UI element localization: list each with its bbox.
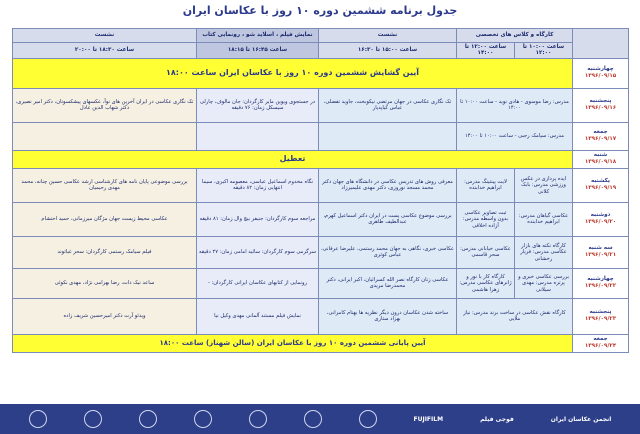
film-cell bbox=[197, 122, 319, 150]
closing-banner: آیین پایانی ششمین دوره ۱۰ روز با عکاسان ایران (سالن شهناز) ساعت ۱۸:۰۰ bbox=[13, 334, 573, 352]
day-row bbox=[13, 268, 629, 298]
page-title: جدول برنامه ششمین دوره ۱۰ روز با عکاسان ایران bbox=[182, 4, 458, 17]
day-date: ۱۳۹۶/۰۹/۲۳ bbox=[584, 316, 617, 323]
session-cell bbox=[319, 122, 457, 150]
workshop-header: کارگاه و کلاس های تخصصی bbox=[457, 29, 573, 43]
fujifilm-logo: FUJIFILM bbox=[413, 415, 444, 423]
day-row bbox=[13, 202, 629, 236]
film-cell: نگاه مخدوم اسماعیل عباسی، معصومه اکبری، سیما انتهایی زمان: ۸۲ دقیقه bbox=[197, 168, 319, 202]
time-4: ساعت ۱۶:۴۵ تا ۱۸:۱۵ bbox=[197, 43, 319, 59]
workshop-cell: عکاسی گیاهان مدرس: ابراهیم خدابنده bbox=[515, 202, 573, 236]
session-cell: بررسی موضوع عکاسی پست در ایران دکتر اسماعیل کهرم، عبدالطیف طاهری bbox=[319, 202, 457, 236]
workshop-cell: عکاسی خیابانی مدرس: سحر قاسمی bbox=[457, 236, 515, 268]
day-name: چهارشنبه bbox=[587, 66, 614, 73]
time-2: ساعت ۱۲:۰۰ تا ۱۴:۰۰ bbox=[457, 43, 515, 59]
day-cell bbox=[573, 236, 629, 268]
day-date: ۱۳۹۶/۰۹/۲۱ bbox=[584, 252, 617, 259]
day-row bbox=[13, 150, 629, 168]
day-row bbox=[13, 168, 629, 202]
workshop-cell: بررسی عکاسی خبری و پرتره مدرس: مهدی سیلانی bbox=[515, 268, 573, 298]
workshop-cell: لایت پینتینگ مدرس: ابراهیم خدابنده bbox=[457, 168, 515, 202]
day-header bbox=[573, 29, 629, 59]
fujifilm-sub: فوجی فیلم bbox=[480, 415, 514, 423]
day-name: دوشنبه bbox=[590, 212, 611, 219]
sponsor-logo-4 bbox=[194, 410, 212, 428]
sponsor-logo-5 bbox=[249, 410, 267, 428]
session-cell: معرفی روش های تدریس عکاسی در دانشگاه های جهان دکتر محمد مسجد نوروزی، دکتر مهدی علیمیرزاد bbox=[319, 168, 457, 202]
day-cell bbox=[573, 268, 629, 298]
day-name: شنبه bbox=[593, 152, 608, 159]
day-cell bbox=[573, 298, 629, 334]
session-cell: عکاسی خبری، نگاهی به جهان محمد رستمی، علیرضا عرفانی، عباس کوثری bbox=[319, 236, 457, 268]
day-row bbox=[13, 88, 629, 122]
time-3: ساعت ۱۵:۰۰ تا ۱۶:۳۰ bbox=[319, 43, 457, 59]
time-1: ساعت ۱۰:۰۰ تا ۱۲:۰۰ bbox=[515, 43, 573, 59]
workshop-cell: مدرس: رضا موسوی - هادی نوید - ساعت ۱۰:۰۰ تا ۱۴:۰۰ bbox=[457, 88, 573, 122]
sponsor-logo-2 bbox=[84, 410, 102, 428]
day-cell bbox=[573, 122, 629, 150]
holiday-banner: تعطیل bbox=[13, 150, 573, 168]
session-cell: ساعد نیک ذات، رضا بهرامی نژاد، مهدی نکوئی bbox=[13, 268, 197, 298]
day-name: جمعه bbox=[593, 129, 608, 136]
sponsor-logo-7 bbox=[359, 410, 377, 428]
schedule-table bbox=[12, 28, 629, 353]
workshop-cell: کارگاه نکته های بازار عکاسی مدرس: فریار رخشانی bbox=[515, 236, 573, 268]
film-cell: مراجعه سوم کارگردان: جنیفر بیچ وال زمان: ۸۱ دقیقه bbox=[197, 202, 319, 236]
day-date: ۱۳۹۶/۰۹/۲۰ bbox=[584, 219, 617, 226]
day-date: ۱۳۹۶/۰۹/۱۹ bbox=[584, 185, 617, 192]
day-date: ۱۳۹۶/۰۹/۱۷ bbox=[584, 136, 617, 143]
workshop-cell: کارگاه کار با نور و ژانرهای عکاسی مدرس: زهرا هاشمی bbox=[457, 268, 515, 298]
day-name: یکشنبه bbox=[591, 178, 611, 185]
film-cell: نمایش فیلم مستند آلمانی مهدی وکیل نیا bbox=[197, 298, 319, 334]
day-row bbox=[13, 58, 629, 88]
session-cell: فیلم سیامک رستمی کارگردان: سحر غیاثوند bbox=[13, 236, 197, 268]
day-date: ۱۳۹۶/۰۹/۲۲ bbox=[584, 283, 617, 290]
session-cell: تک نگاری عکاسی در جهان مرتضی نیکوبخت، جاوید تفضلی، عباس کیاپدیار bbox=[319, 88, 457, 122]
day-cell bbox=[573, 334, 629, 352]
day-name: جمعه bbox=[593, 336, 608, 343]
day-name: پنجشنبه bbox=[589, 98, 612, 105]
session-cell: ساخته شدن عکاسان درون دیگر نظریه ها بهنام کامرانی، بهزاد ستاری bbox=[319, 298, 457, 334]
workshop-cell: کارگاه نقش عکاسی در ساخت برند مدرس: نیاز ملایی bbox=[457, 298, 573, 334]
day-cell bbox=[573, 150, 629, 168]
film-cell: رونمایی از کتابهای عکاسان ایرانی کارگردان: - bbox=[197, 268, 319, 298]
time-5: ساعت ۱۸:۳۰ تا ۲۰:۰۰ bbox=[13, 43, 197, 59]
day-cell bbox=[573, 58, 629, 88]
day-row bbox=[13, 236, 629, 268]
day-name: سه شنبه bbox=[588, 245, 613, 252]
session-cell: عکاسی محیط زیست جهان مژگان میرزمانی، حمید احتشام bbox=[13, 202, 197, 236]
day-row bbox=[13, 334, 629, 352]
session-cell: تک نگاری عکاسی در ایران آخرین های نوآ، عکسهای پیشکسوتان، دکتر امیر نصیری، دکتر شهاب الدین عادل bbox=[13, 88, 197, 122]
film-cell: در جستجوی ویوین مایر کارگردان: جان مالوف، چارلی سیسکل زمان: ۷۶ دقیقه bbox=[197, 88, 319, 122]
session-cell bbox=[13, 122, 197, 150]
association-logo: انجمن عکاسان ایران bbox=[550, 415, 612, 423]
day-name: چهارشنبه bbox=[587, 276, 614, 283]
opening-banner: آیین گشایش ششمین دوره ۱۰ روز با عکاسان ایران ساعت ۱۸:۰۰ bbox=[13, 58, 573, 88]
workshop-cell: مدرس: سیامک رجبی - ساعت ۱۰:۰۰ تا ۱۴:۰۰ bbox=[457, 122, 573, 150]
day-date: ۱۳۹۶/۰۹/۱۸ bbox=[584, 159, 617, 166]
day-cell bbox=[573, 88, 629, 122]
day-date: ۱۳۹۶/۰۹/۲۴ bbox=[584, 343, 617, 350]
session-header: نشست bbox=[319, 29, 457, 43]
day-row bbox=[13, 122, 629, 150]
film-cell: سرگرمی سوم کارگردان: سائید امامی زمان: ۲۷ دقیقه bbox=[197, 236, 319, 268]
session-cell: عکاسی زنان کارگاه نصر الله کسرائیان، اکبر ایرانی، دکتر محمدرضا مریدی bbox=[319, 268, 457, 298]
sponsor-logo-6 bbox=[304, 410, 322, 428]
day-cell bbox=[573, 202, 629, 236]
day-row bbox=[13, 298, 629, 334]
day-name: پنجشنبه bbox=[589, 309, 612, 316]
film-header: نمایش فیلم ، اسلاید شو ، رونمایی کتاب bbox=[197, 29, 319, 43]
session-cell: بررسی موضوعی پایان نامه های کارشناسی ارشد عکاسی حسین چنانه، محمد مهدی رحیمیان bbox=[13, 168, 197, 202]
day-cell bbox=[573, 168, 629, 202]
workshop-cell: ثبت تصاویر عکاسی بدون واسطه مدرس: آزاده اخلاقی bbox=[457, 202, 515, 236]
sponsor-logo-1 bbox=[29, 410, 47, 428]
workshop-cell: ایده پردازی در عکس ورزشی مدرس: بابک کلانی bbox=[515, 168, 573, 202]
day-date: ۱۳۹۶/۰۹/۱۵ bbox=[584, 73, 617, 80]
day-date: ۱۳۹۶/۰۹/۱۶ bbox=[584, 105, 617, 112]
sponsor-logo-3 bbox=[139, 410, 157, 428]
session-cell: ویدئو آرت دکتر امیرحسین شریف زاده bbox=[13, 298, 197, 334]
session2-header: نشست bbox=[13, 29, 197, 43]
sponsor-bar bbox=[0, 404, 640, 434]
